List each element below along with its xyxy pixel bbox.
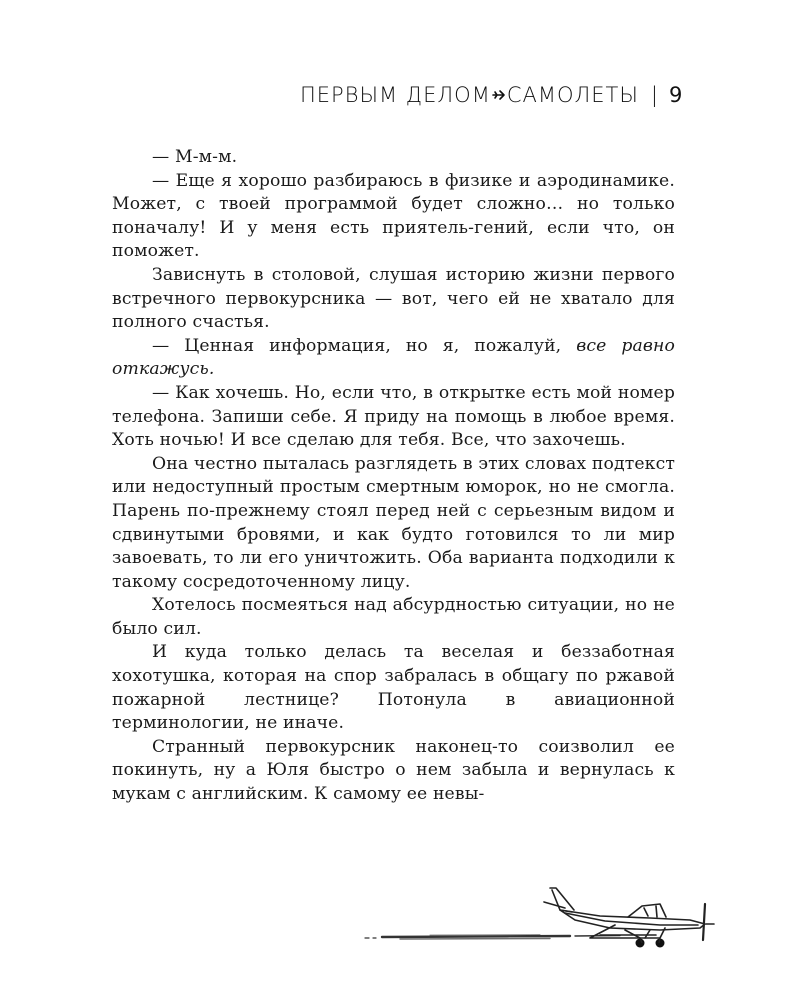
body-text [112,146,675,807]
paragraph: Хотелось посмеяться над абсурдностью ситуации, но не было сил. [112,595,675,639]
italic-phrase: все равно откажусь. [112,335,675,380]
paragraph: — Еще я хорошо разбираюсь в физике и аэродинамике. Может, с твоей программой будет сложно… но только поначалу! И у меня есть приятель-гений, если что, он поможет. [112,170,675,262]
paragraph: И куда только делась та веселая и беззаботная хохотушка, которая на спор забралась в общагу по ржавой пожарной лестнице? Потонула в авиационной терминологии, не иначе. [112,642,675,734]
paragraph: — Как хочешь. Но, если что, в открытке есть мой номер телефона. Запиши себе. Я приду на помощь в любое время. Хоть ночью! И все сделаю для тебя. Все, что захочешь. [112,382,675,451]
page-number: 9 [668,83,684,107]
paragraph: — Ценная информация, но я, пожалуй, все равно откажусь. [112,335,675,380]
paragraph: Она честно пыталась разглядеть в этих словах подтекст или недоступный простым смертным юморок, но не смогла. Парень по-прежнему стоял перед ней с серьезным видом и сдвинутыми бровями, и как будто готовился то ли мир завоевать, то ли его уничтожить. Оба варианта подходили к такому сосредоточенному лицу. [112,453,675,592]
plane-sketch [544,888,714,940]
book-title-part-2: САМОЛЕТЫ [506,83,639,107]
running-head [300,80,690,110]
header-separator: | [650,83,659,107]
paragraph: Зависнуть в столовой, слушая историю жизни первого встречного первокурсника — вот, чего ей не хватало для полного счастья. [112,264,675,333]
airplane-illustration [360,880,720,950]
paragraph: — М-м-м. [152,147,238,167]
plane-arrow-icon [492,88,506,102]
paragraph: Странный первокурсник наконец-то соизволил ее покинуть, ну а Юля быстро о нем забыла и вернулась к мукам с английским. К самому ее невы- [112,736,675,805]
book-title-part-1: ПЕРВЫМ ДЕЛОМ [300,83,491,107]
